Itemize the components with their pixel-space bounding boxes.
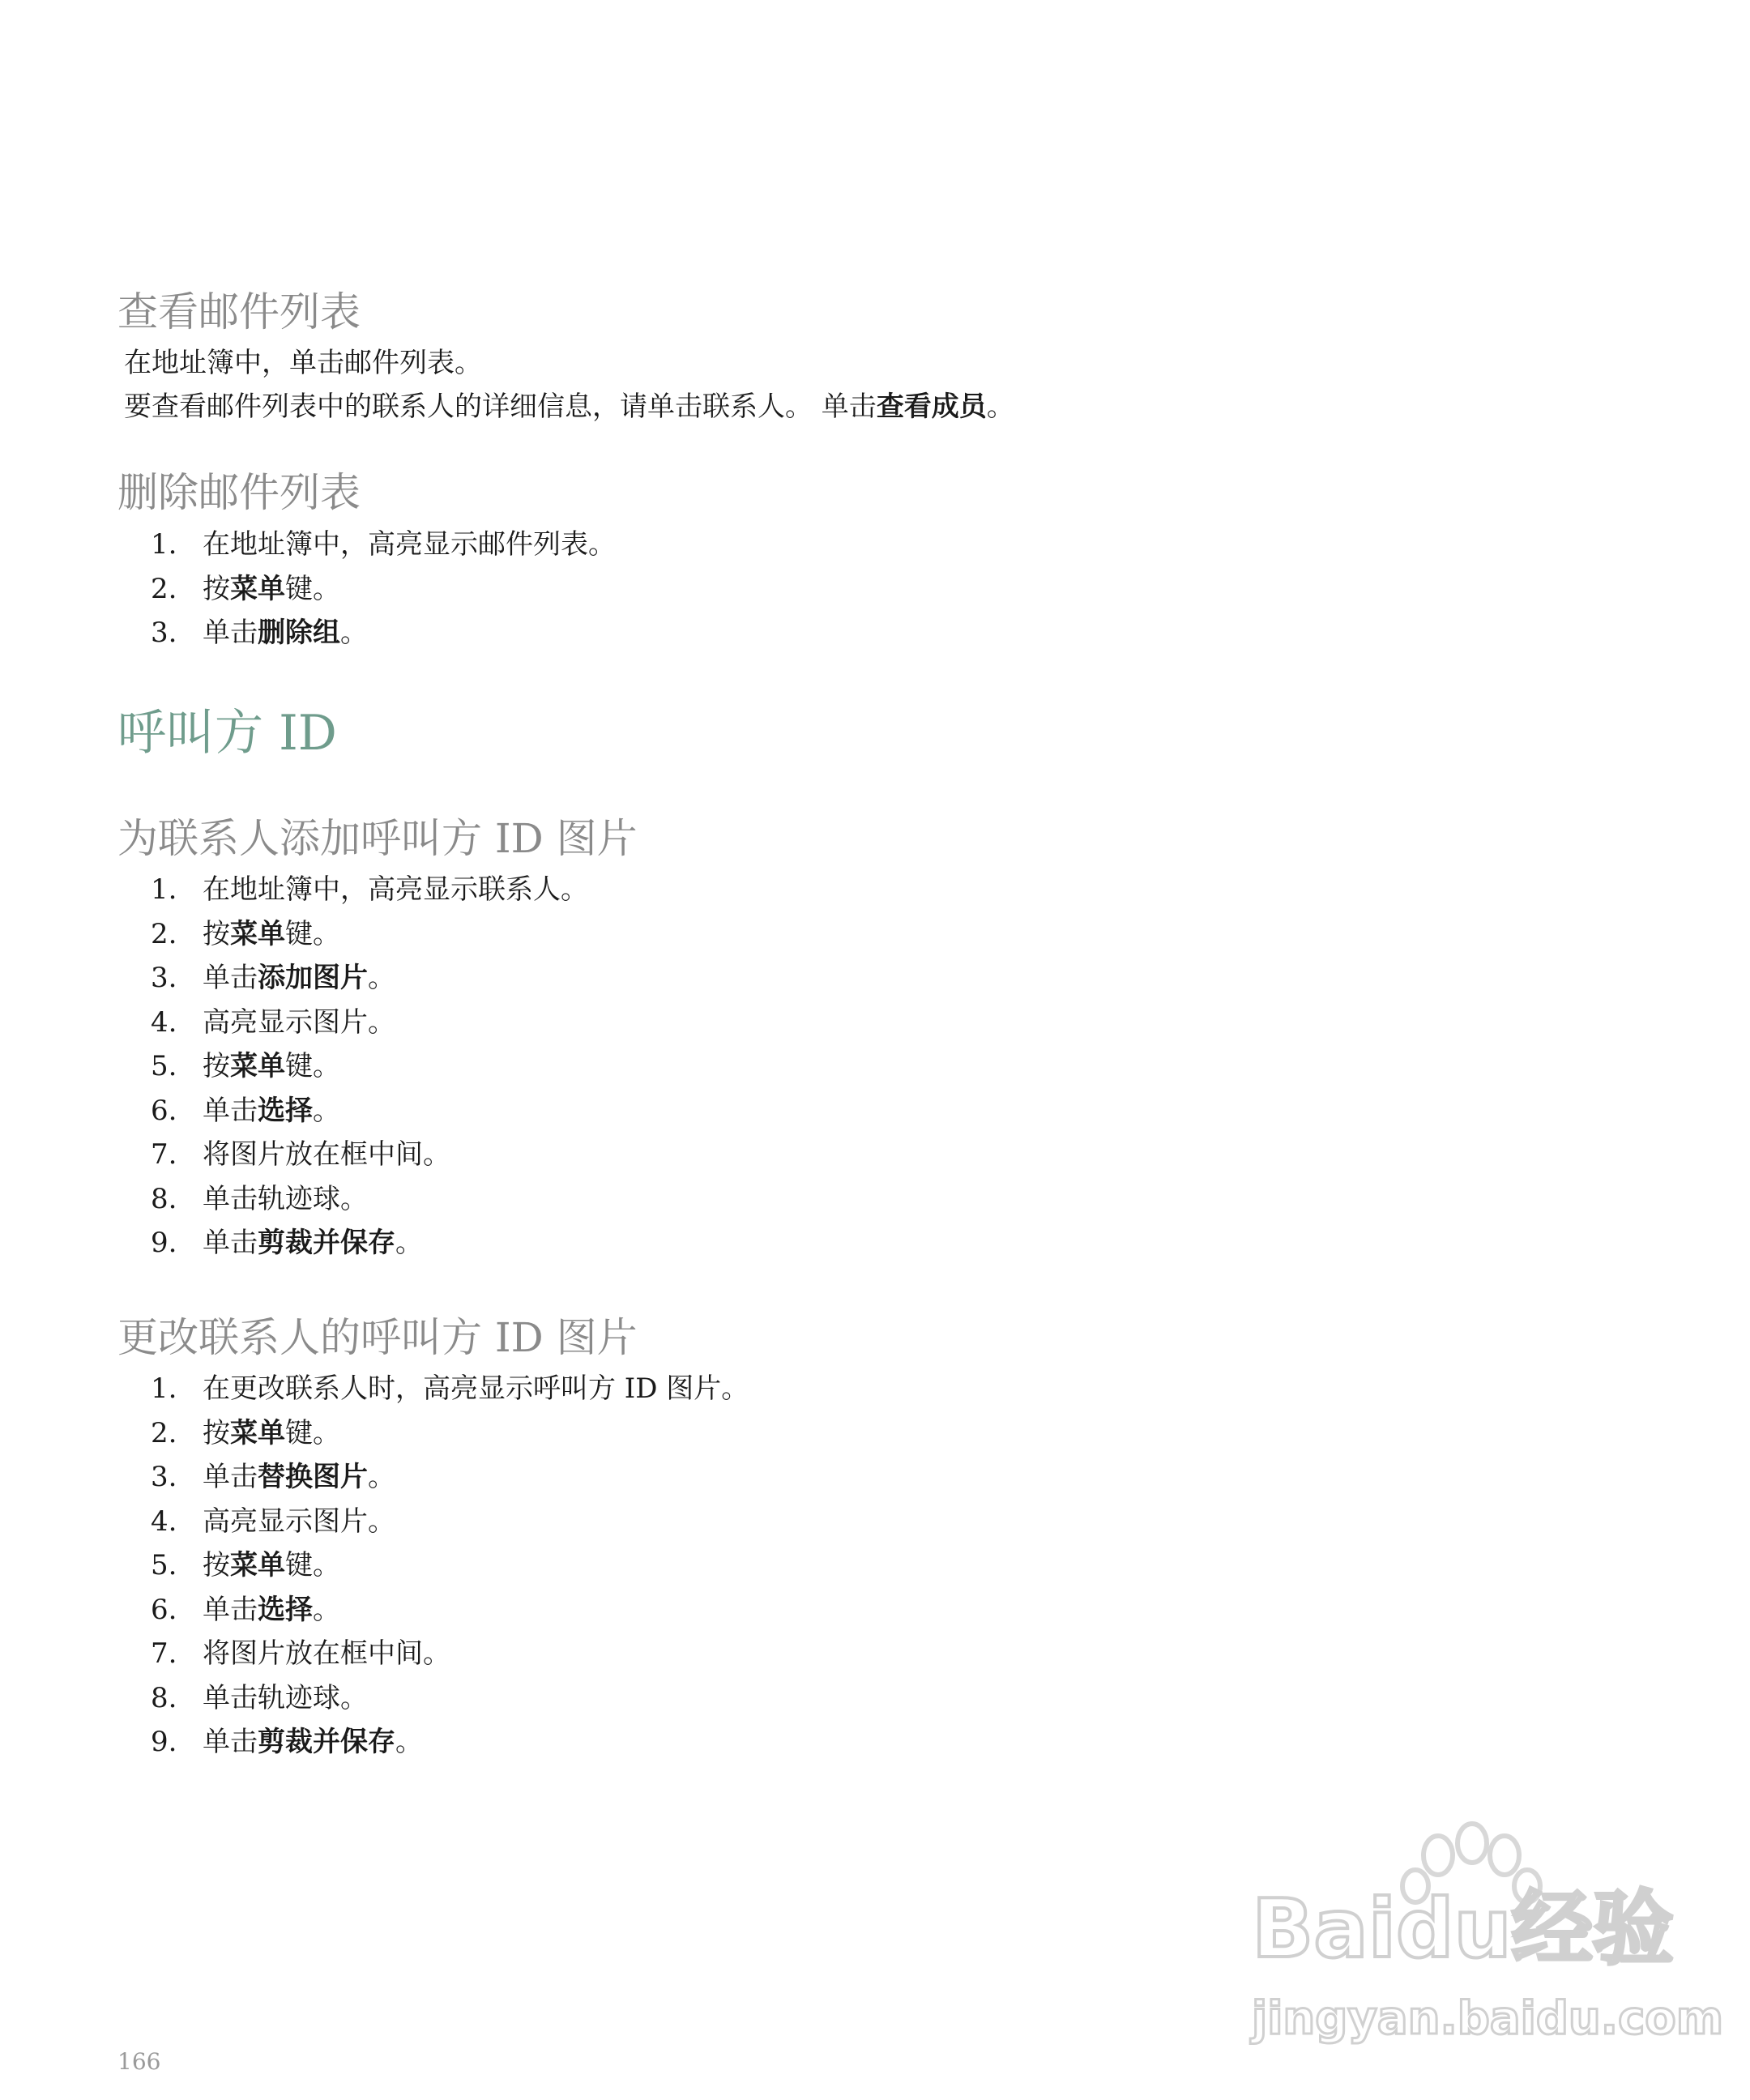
step-number: 8. <box>151 1681 177 1714</box>
step-number: 9. <box>151 1726 177 1758</box>
step-text-plain: 高亮显示图片。 <box>203 1505 395 1538</box>
line-text: 要查看邮件列表中的联系人的详细信息，请单击联系人。 单击 <box>124 391 877 423</box>
step-text-bold: 菜单 <box>230 1050 285 1082</box>
step-number: 6. <box>151 1593 177 1626</box>
page-number: 166 <box>117 2048 161 2075</box>
step-number: 4. <box>151 1005 177 1039</box>
step-text <box>203 1411 340 1455</box>
step-text-plain: 单击轨迹球。 <box>203 1182 368 1215</box>
step-text <box>203 611 368 655</box>
step-text-bold: 剪裁并保存 <box>258 1726 395 1758</box>
step-text <box>203 1543 340 1587</box>
view-members-term: 查看成员 <box>876 391 987 423</box>
step-text-bold: 选择 <box>258 1593 313 1626</box>
step-number: 5. <box>151 1549 177 1581</box>
step-text-plain: 按 <box>203 1416 230 1449</box>
view-mailing-list-line1 <box>124 341 482 385</box>
step-text-plain: 。 <box>395 1227 423 1259</box>
step-text <box>203 1367 749 1411</box>
step-text-plain: 。 <box>340 617 368 649</box>
step-text <box>203 868 588 911</box>
step-text <box>203 1089 340 1133</box>
step-text-plain: 将图片放在框中间。 <box>203 1637 450 1670</box>
step-text-plain: 键。 <box>285 1549 340 1581</box>
step-text <box>203 1632 450 1675</box>
step-number: 3. <box>151 962 177 994</box>
line-text: 在地址簿中，单击邮件列表。 <box>124 347 482 379</box>
step-text-plain: 按 <box>203 917 230 950</box>
step-number: 9. <box>151 1227 177 1259</box>
step-text-plain: 单击轨迹球。 <box>203 1681 368 1714</box>
step-text-plain: 将图片放在框中间。 <box>203 1138 450 1171</box>
step-text <box>203 1720 423 1764</box>
step-text-plain: 单击 <box>203 962 258 994</box>
step-number: 5. <box>151 1050 177 1082</box>
step-text <box>203 523 616 566</box>
step-text-bold: 选择 <box>258 1094 313 1127</box>
step-text-bold: 菜单 <box>230 1416 285 1449</box>
step-text-plain: 单击 <box>203 1461 258 1493</box>
step-text <box>203 567 340 611</box>
step-number: 1. <box>151 1372 177 1405</box>
step-text <box>203 1177 368 1221</box>
step-text-bold: 菜单 <box>230 1549 285 1581</box>
step-number: 1. <box>151 873 177 906</box>
view-mailing-list-line2 <box>124 385 1014 429</box>
step-number: 3. <box>151 617 177 649</box>
step-text-plain: 键。 <box>285 917 340 950</box>
step-text <box>203 1500 395 1543</box>
step-text-plain: 。 <box>368 962 395 994</box>
step-text <box>203 1044 340 1088</box>
step-text-plain: 键。 <box>285 572 340 605</box>
step-text <box>203 1221 423 1265</box>
line-text: 。 <box>986 391 1014 423</box>
step-text <box>203 1001 395 1044</box>
watermark-brand: Baidu经验 <box>1252 1881 1674 1976</box>
step-text-bold: 菜单 <box>230 917 285 950</box>
change-caller-id-picture-heading: 更改联系人的呼叫方 ID 图片 <box>117 1314 638 1361</box>
step-number: 6. <box>151 1094 177 1127</box>
step-text-plain: 在地址簿中，高亮显示邮件列表。 <box>203 528 616 561</box>
step-number: 2. <box>151 572 177 605</box>
baidu-jingyan-watermark-logo <box>1244 1815 1724 2058</box>
delete-mailing-list-heading: 删除邮件列表 <box>117 469 361 516</box>
step-text-plain: 。 <box>313 1593 340 1626</box>
step-text-bold: 剪裁并保存 <box>258 1227 395 1259</box>
step-number: 8. <box>151 1182 177 1215</box>
step-number: 7. <box>151 1138 177 1171</box>
step-number: 7. <box>151 1637 177 1670</box>
add-caller-id-picture-heading: 为联系人添加呼叫方 ID 图片 <box>117 815 638 862</box>
step-text-plain: 单击 <box>203 1227 258 1259</box>
step-text-plain: 单击 <box>203 1094 258 1127</box>
step-text-plain: 高亮显示图片。 <box>203 1005 395 1039</box>
step-text-plain: 单击 <box>203 617 258 649</box>
step-text-plain: 按 <box>203 1050 230 1082</box>
step-text <box>203 1588 340 1632</box>
step-text-plain: 键。 <box>285 1416 340 1449</box>
step-text-plain: 按 <box>203 1549 230 1581</box>
step-text-plain: 按 <box>203 572 230 605</box>
step-text-bold: 添加图片 <box>258 962 368 994</box>
step-text-bold: 替换图片 <box>258 1461 368 1493</box>
step-text-bold: 删除组 <box>258 617 340 649</box>
step-text-plain: 。 <box>368 1461 395 1493</box>
step-text-plain: 。 <box>395 1726 423 1758</box>
step-text-bold: 菜单 <box>230 572 285 605</box>
step-text-plain: 单击 <box>203 1593 258 1626</box>
view-mailing-list-heading: 查看邮件列表 <box>117 288 361 335</box>
step-text-plain: 。 <box>313 1094 340 1127</box>
step-number: 4. <box>151 1505 177 1538</box>
step-text <box>203 1133 450 1176</box>
step-text <box>203 956 395 1000</box>
step-text-plain: 单击 <box>203 1726 258 1758</box>
watermark-url: jingyan.baidu.com <box>1252 1992 1724 2045</box>
step-text <box>203 1455 395 1499</box>
step-number: 1. <box>151 528 177 561</box>
step-number: 2. <box>151 917 177 950</box>
step-number: 3. <box>151 1461 177 1493</box>
step-text-plain: 键。 <box>285 1050 340 1082</box>
step-text-plain: 在更改联系人时，高亮显示呼叫方 ID 图片。 <box>203 1372 749 1405</box>
caller-id-heading: 呼叫方 ID <box>117 705 337 762</box>
step-text-plain: 在地址簿中，高亮显示联系人。 <box>203 873 588 906</box>
step-text <box>203 912 340 956</box>
step-number: 2. <box>151 1416 177 1449</box>
step-text <box>203 1676 368 1720</box>
